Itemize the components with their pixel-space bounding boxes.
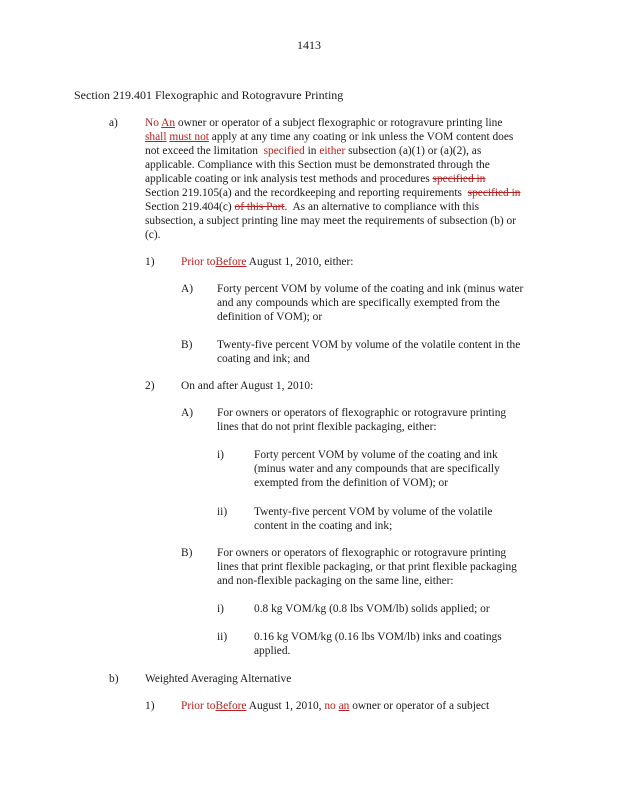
page-number: 1413	[297, 38, 321, 52]
a1-marker: 1)	[145, 256, 155, 268]
b1-marker: 1)	[145, 700, 155, 712]
deleted-no: no	[324, 700, 336, 712]
deleted-no: No	[145, 117, 159, 129]
a2Aii-text: Twenty-five percent VOM by volume of the volatile content in the coating and ink;	[254, 506, 493, 532]
inserted-must-not: must not	[169, 131, 209, 143]
inserted-before: Before	[215, 256, 247, 268]
inserted-specified: specified	[263, 145, 305, 157]
a2Bii-marker: ii)	[217, 631, 228, 643]
line: Section 219.105(a) and the recordkeeping and reporting requirements specified in	[145, 187, 521, 199]
a2B-marker: B)	[181, 547, 193, 559]
inserted-either: either	[319, 145, 346, 157]
a1B-text: Twenty-five percent VOM by volume of the volatile content in the coating and ink; and	[217, 339, 521, 365]
section-heading: Section 219.401 Flexographic and Rotogravure Printing	[74, 88, 344, 102]
line: applicable coating or ink analysis test methods and procedures specified in	[145, 173, 486, 185]
subsection-b-title: Weighted Averaging Alternative	[145, 673, 292, 685]
subsection-a-marker: a)	[109, 117, 118, 129]
inserted-an: an	[338, 700, 350, 712]
a1A-marker: A)	[181, 283, 194, 295]
a2B-text: For owners or operators of flexographic or rotogravure printing lines that print flexible packaging, or that print flexible packaging and non-flexible packaging on the same line, either:	[217, 547, 517, 587]
a2A-marker: A)	[181, 407, 194, 419]
a2-text: On and after August 1, 2010:	[181, 380, 314, 392]
a2Ai-text: Forty percent VOM by volume of the coating and ink (minus water and any compounds that are specifically exempted from the definition of VOM); or	[254, 449, 500, 489]
a2A-text: For owners or operators of flexographic or rotogravure printing lines that do not print flexible packaging, either:	[217, 407, 507, 433]
deleted-specified-in: specified in	[467, 187, 521, 199]
a2Bii-text: 0.16 kg VOM/kg (0.16 lbs VOM/lb) inks and coatings applied.	[254, 631, 502, 657]
b1-text: Prior toBefore August 1, 2010, no an owner or operator of a subject	[181, 700, 490, 712]
deleted-specified-in: specified in	[432, 173, 486, 185]
a2-marker: 2)	[145, 380, 155, 392]
subsection-b-marker: b)	[109, 673, 119, 685]
inserted-shall: shall	[145, 131, 167, 143]
deleted-of-this-part: of this Part	[234, 201, 285, 213]
inserted-an: An	[161, 117, 176, 129]
a2Aii-marker: ii)	[217, 506, 228, 518]
line: (c).	[145, 229, 161, 241]
line: applicable. Compliance with this Section must be demonstrated through the	[145, 159, 490, 171]
line: No An owner or operator of a subject flexographic or rotogravure printing line	[145, 117, 503, 129]
a2Bi-marker: i)	[217, 603, 224, 615]
a2Ai-marker: i)	[217, 449, 224, 461]
a1B-marker: B)	[181, 339, 193, 351]
a1-text: Prior toBefore August 1, 2010, either:	[181, 256, 354, 268]
line: shall must not apply at any time any coating or ink unless the VOM content does	[145, 131, 514, 143]
line: subsection, a subject printing line may meet the requirements of subsection (b) or	[145, 215, 517, 227]
deleted-prior-to: Prior to	[181, 700, 216, 712]
line: not exceed the limitation specified in either subsection (a)(1) or (a)(2), as	[145, 145, 482, 157]
line: Section 219.404(c) of this Part. As an alternative to compliance with this	[145, 201, 480, 213]
deleted-prior-to: Prior to	[181, 256, 216, 268]
subsection-a-text	[145, 116, 520, 242]
a1A-text: Forty percent VOM by volume of the coating and ink (minus water and any compounds which are specifically exempted from the definition of VOM); or	[217, 283, 524, 323]
a2Bi-text: 0.8 kg VOM/kg (0.8 lbs VOM/lb) solids applied; or	[254, 603, 490, 615]
inserted-before: Before	[215, 700, 247, 712]
